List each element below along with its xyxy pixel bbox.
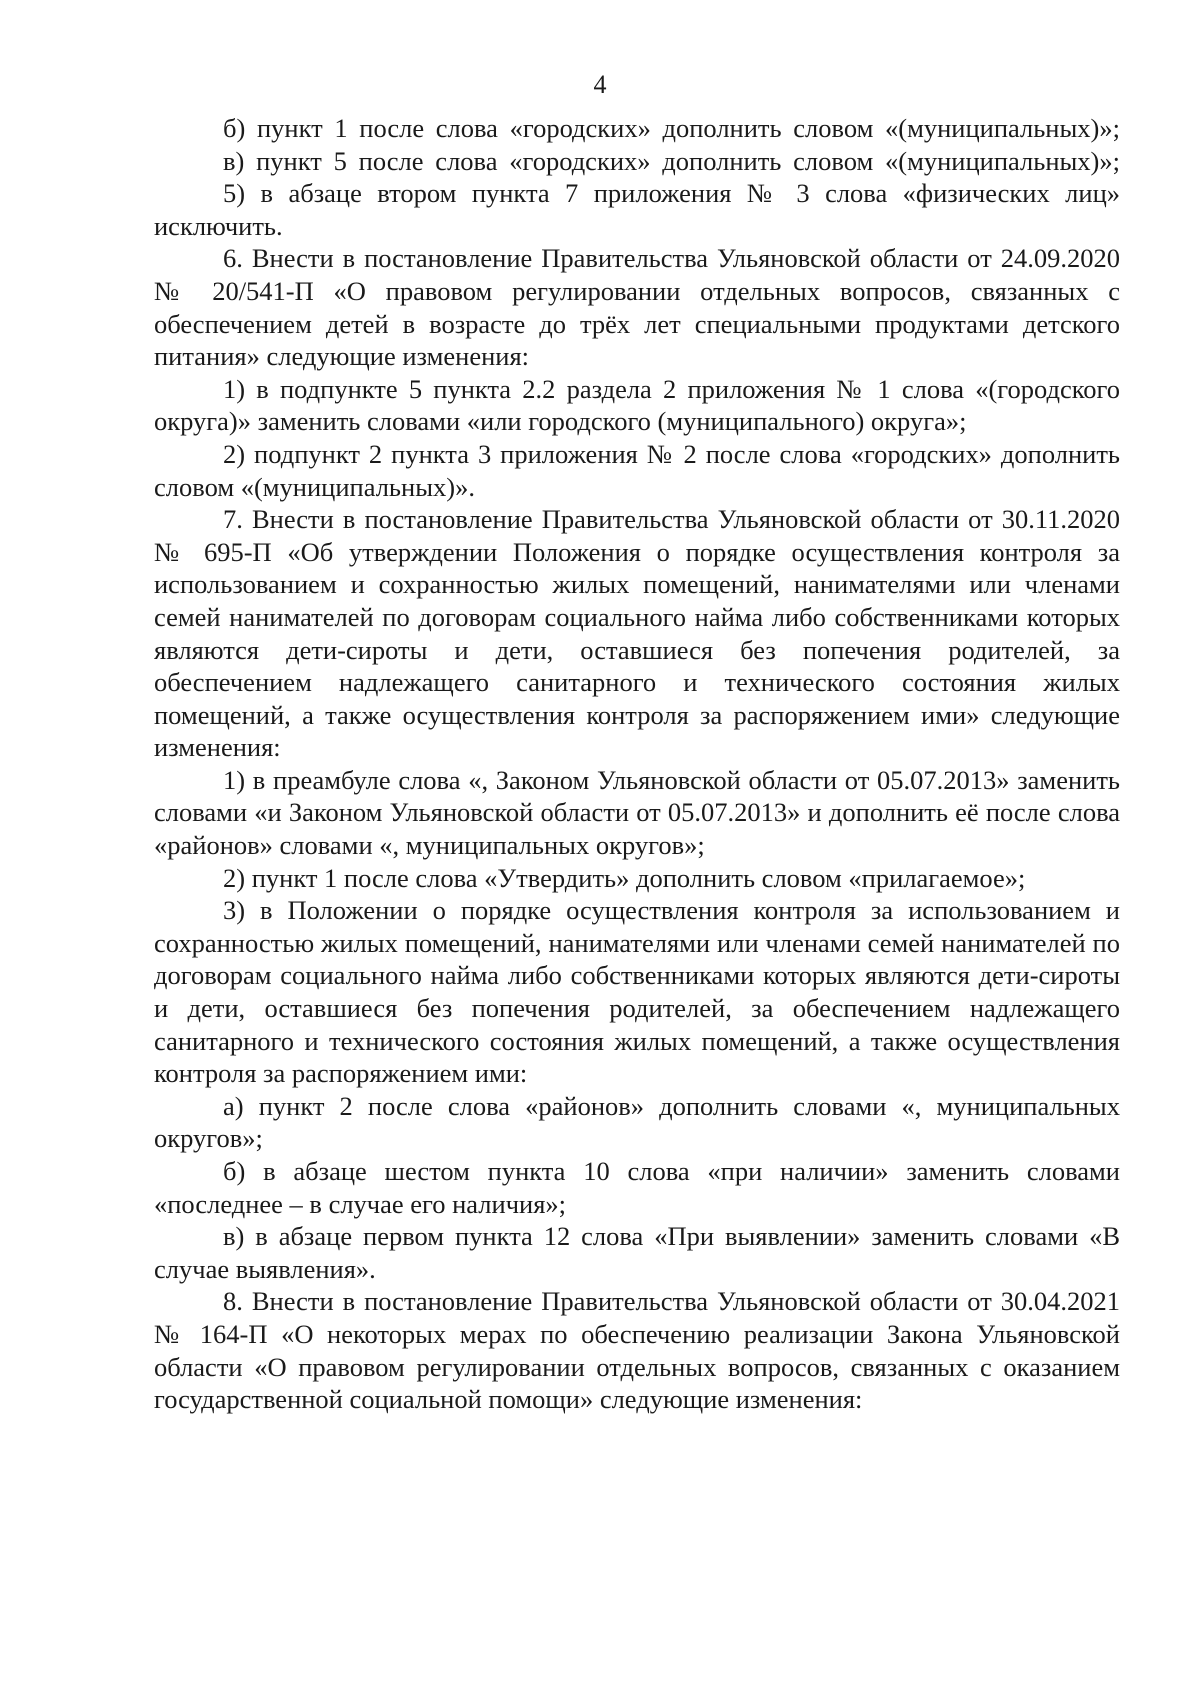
paragraph: 8. Внести в постановление Правительства Ульяновской области от 30.04.2021 № 164-П «О некоторых мерах по обеспечению реализации Закона Ульяновской области «О правовом регулировании отдельных вопросов, связанных с оказанием государственной социальной помощи» следующие изменения: — [154, 1286, 1120, 1415]
paragraph: 7. Внести в постановление Правительства Ульяновской области от 30.11.2020 № 695-П «Об утверждении Положения о порядке осуществления контроля за использованием и сохранностью жилых помещений, нанимателями или членами семей нанимателей по договорам социального найма либо собственниками которых являются дети-сироты и дети, оставшиеся без попечения родителей, за обеспечением надлежащего санитарного и технического состояния жилых помещений, а также осуществления контроля за распоряжением ими» следующие изменения: — [154, 504, 1120, 763]
paragraph: 6. Внести в постановление Правительства Ульяновской области от 24.09.2020 № 20/541-П «О правовом регулировании отдельных вопросов, связанных с обеспечением детей в возрасте до трёх лет специальными продуктами детского питания» следующие изменения: — [154, 243, 1120, 372]
paragraph: б) в абзаце шестом пункта 10 слова «при наличии» заменить словами «последнее – в случае его наличия»; — [154, 1156, 1120, 1219]
paragraph: 2) пункт 1 после слова «Утвердить» дополнить словом «прилагаемое»; — [223, 862, 1026, 893]
paragraph: в) в абзаце первом пункта 12 слова «При выявлении» заменить словами «В случае выявления». — [154, 1221, 1120, 1284]
document-body — [154, 112, 1120, 1416]
paragraph: 5) в абзаце втором пункта 7 приложения № 3 слова «физических лиц» исключить. — [154, 178, 1120, 241]
paragraph: б) пункт 1 после слова «городских» дополнить словом «(муниципальных)»; — [223, 113, 1120, 143]
page-number: 4 — [593, 70, 607, 99]
paragraph: 1) в подпункте 5 пункта 2.2 раздела 2 приложения № 1 слова «(городского округа)» заменить словами «или городского (муниципального) округа»; — [154, 373, 1120, 437]
paragraph: в) пункт 5 после слова «городских» дополнить словом «(муниципальных)»; — [223, 145, 1120, 176]
paragraph: 3) в Положении о порядке осуществления контроля за использованием и сохранностью жилых помещений, нанимателями или членами семей нанимателей по договорам социального найма либо собственниками которых являются дети-сироты и дети, оставшиеся без попечения родителей, за обеспечением надлежащего санитарного и технического состояния жилых помещений, а также осуществления контроля за распоряжением ими: — [154, 895, 1120, 1089]
paragraph: 1) в преамбуле слова «, Законом Ульяновской области от 05.07.2013» заменить словами «и Законом Ульяновской области от 05.07.2013» и дополнить её после слова «районов» словами «, муниципальных округов»; — [154, 764, 1120, 861]
paragraph: 2) подпункт 2 пункта 3 приложения № 2 после слова «городских» дополнить словом «(муниципальных)». — [154, 438, 1120, 502]
paragraph: а) пункт 2 после слова «районов» дополнить словами «, муниципальных округов»; — [154, 1090, 1120, 1154]
